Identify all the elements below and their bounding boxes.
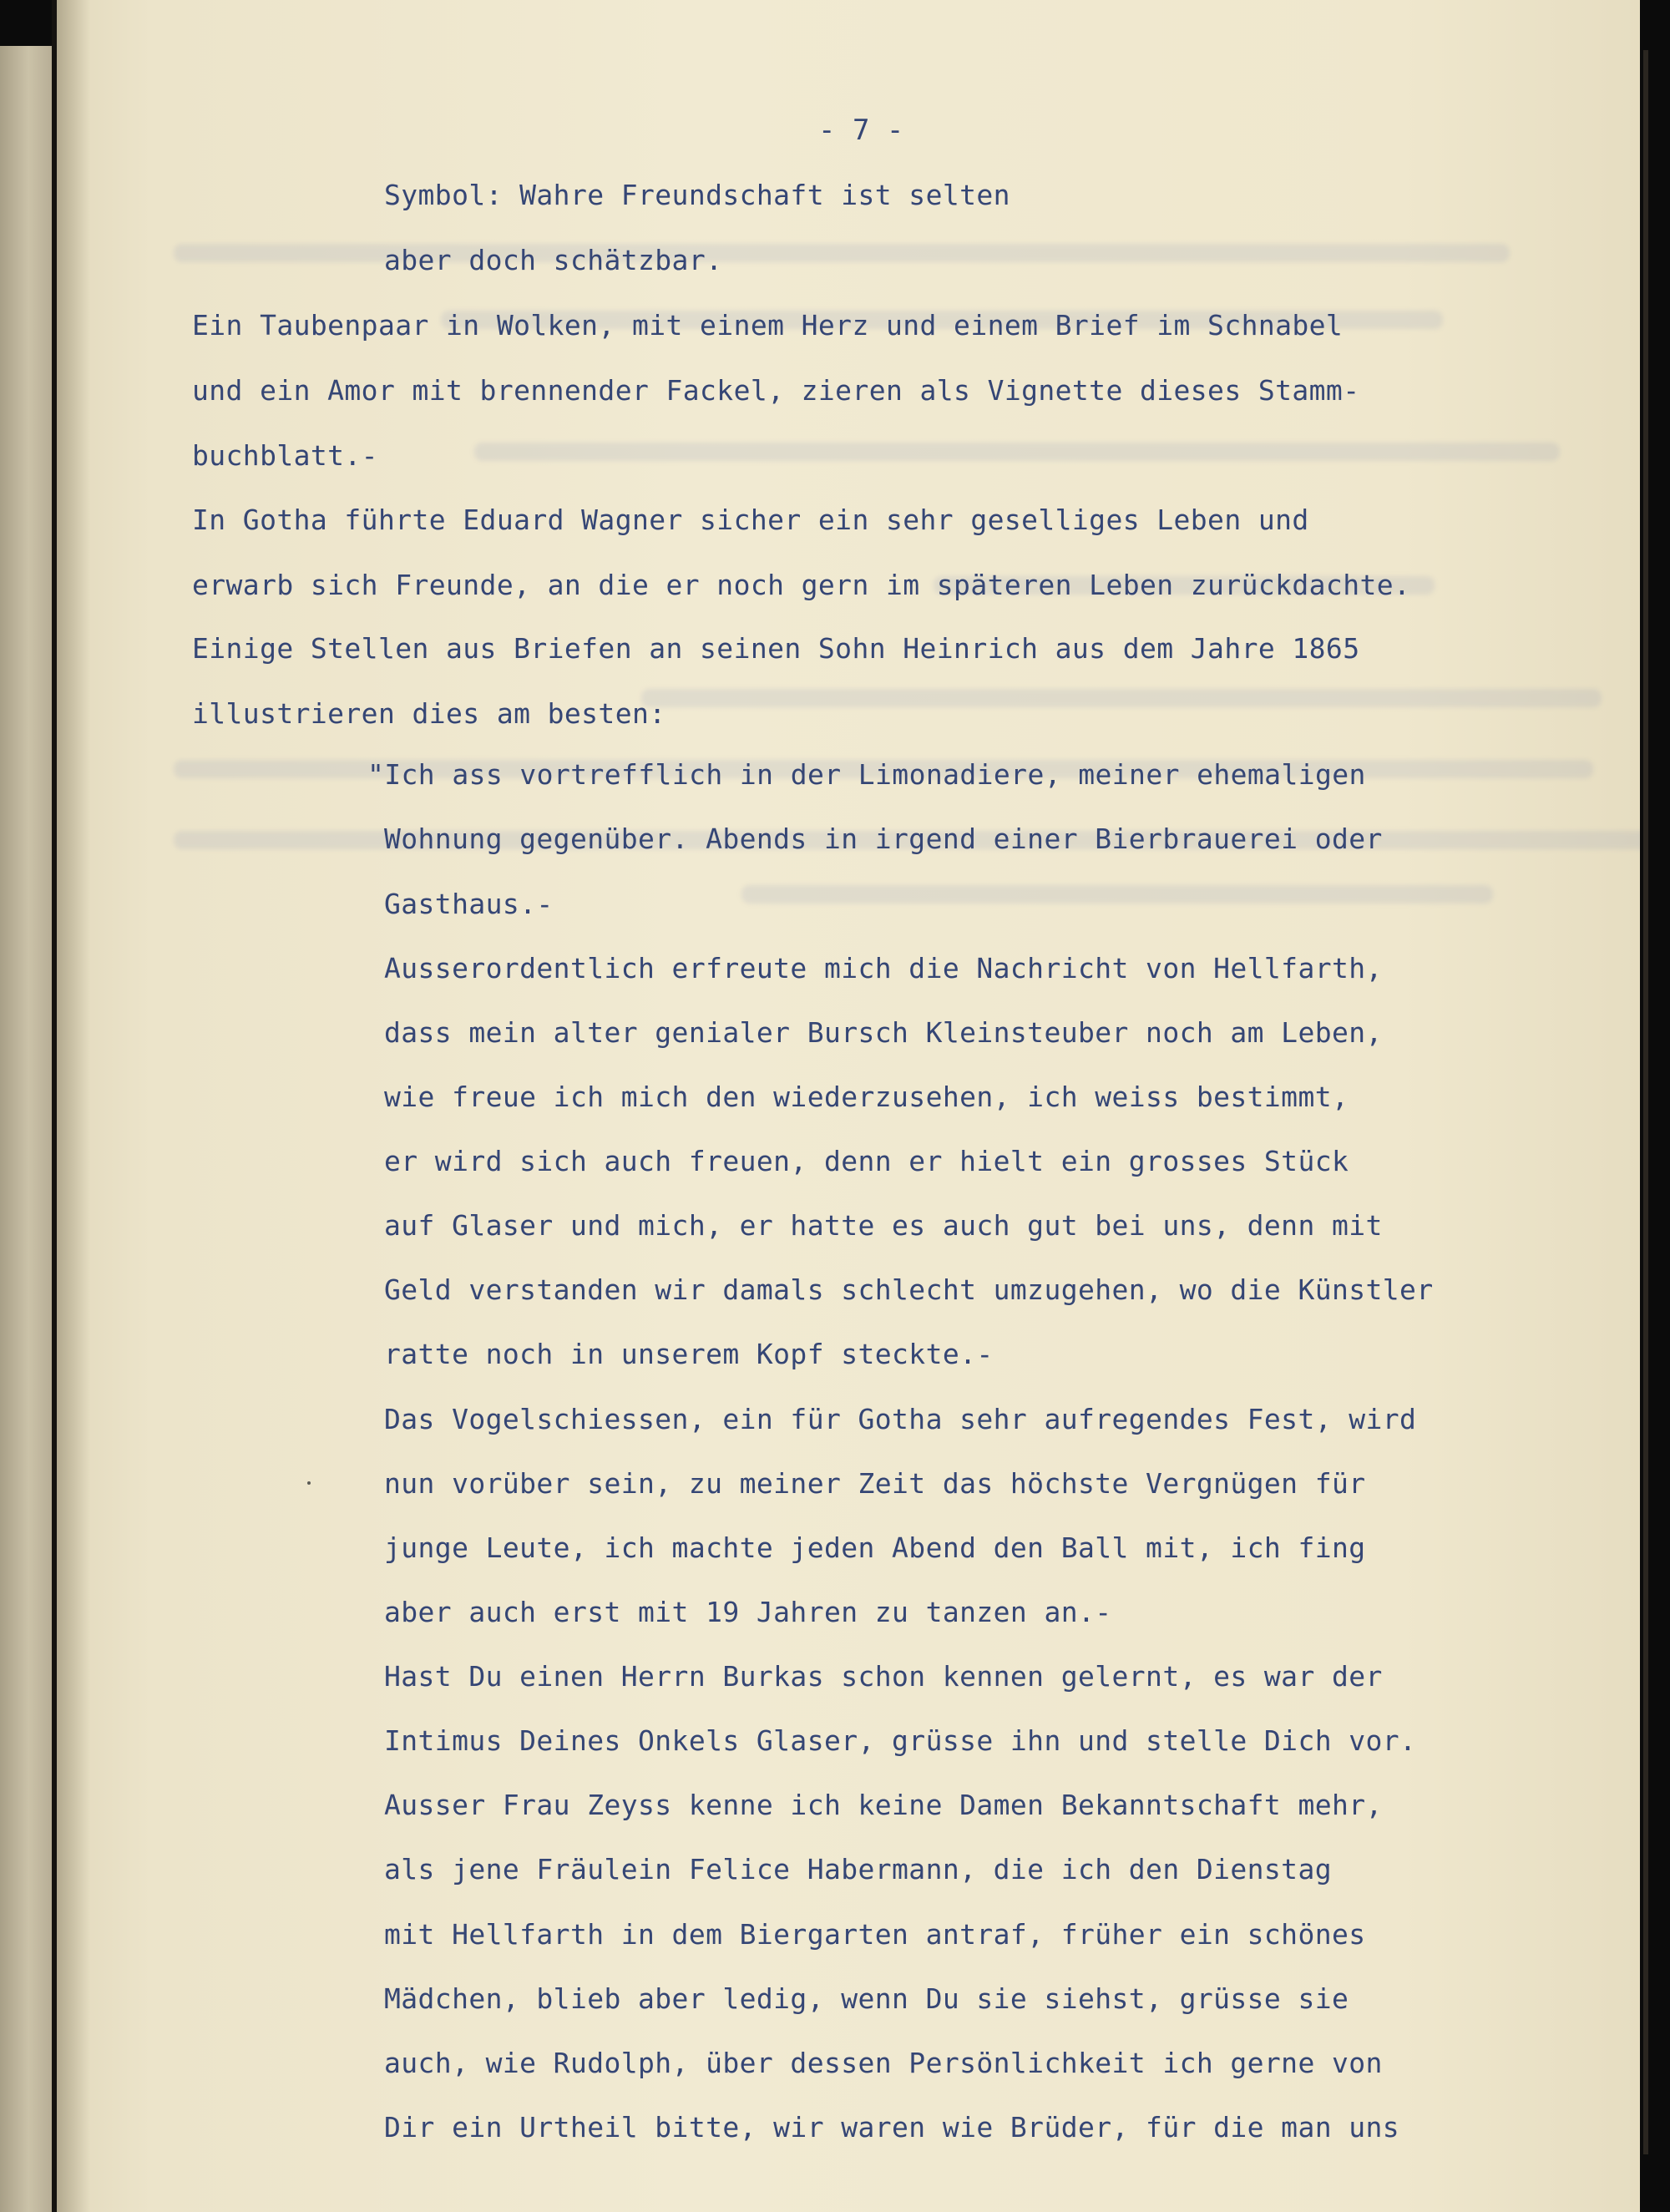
quote-line: "Ich ass vortrefflich in der Limonadiere, meiner ehemaligen <box>367 758 1366 791</box>
quote-line: nun vorüber sein, zu meiner Zeit das höchste Vergnügen für <box>384 1467 1366 1500</box>
body-line: illustrieren dies am besten: <box>192 697 666 730</box>
document-page <box>57 0 1640 2212</box>
quote-line: Dir ein Urtheil bitte, wir waren wie Brüder, für die man uns <box>384 2111 1400 2144</box>
quote-line: Gasthaus.- <box>384 888 554 920</box>
quote-line: aber auch erst mit 19 Jahren zu tanzen an.- <box>384 1596 1112 1628</box>
quote-line: ratte noch in unserem Kopf steckte.- <box>384 1338 994 1370</box>
quote-line: Wohnung gegenüber. Abends in irgend einer Bierbrauerei oder <box>384 823 1383 855</box>
ink-speck <box>307 1481 311 1485</box>
quote-line: Ausserordentlich erfreute mich die Nachricht von Hellfarth, <box>384 952 1383 985</box>
page-number: - 7 - <box>818 114 904 147</box>
body-line: Ein Taubenpaar in Wolken, mit einem Herz und einem Brief im Schnabel <box>192 309 1344 342</box>
symbol-line: Symbol: Wahre Freundschaft ist selten <box>384 179 1010 211</box>
symbol-line: aber doch schätzbar. <box>384 244 723 276</box>
quote-line: auf Glaser und mich, er hatte es auch gut bei uns, denn mit <box>384 1209 1383 1242</box>
quote-line: dass mein alter genialer Bursch Kleinsteuber noch am Leben, <box>384 1016 1383 1049</box>
body-line: In Gotha führte Eduard Wagner sicher ein sehr geselliges Leben und <box>192 504 1309 536</box>
body-line: buchblatt.- <box>192 439 378 472</box>
quote-line: als jene Fräulein Felice Habermann, die ich den Dienstag <box>384 1853 1332 1886</box>
body-line: und ein Amor mit brennender Fackel, zieren als Vignette dieses Stamm- <box>192 374 1360 407</box>
quote-line: Hast Du einen Herrn Burkas schon kennen gelernt, es war der <box>384 1660 1383 1693</box>
quote-line: Ausser Frau Zeyss kenne ich keine Damen Bekanntschaft mehr, <box>384 1789 1383 1821</box>
body-line: Einige Stellen aus Briefen an seinen Sohn Heinrich aus dem Jahre 1865 <box>192 632 1360 665</box>
quote-line: Geld verstanden wir damals schlecht umzugehen, wo die Künstler <box>384 1273 1434 1306</box>
next-page-edge <box>1643 50 1648 2154</box>
quote-line: junge Leute, ich machte jeden Abend den Ball mit, ich fing <box>384 1531 1366 1564</box>
quote-line: mit Hellfarth in dem Biergarten antraf, früher ein schönes <box>384 1918 1366 1951</box>
previous-page-edge <box>0 46 52 2212</box>
quote-line: Mädchen, blieb aber ledig, wenn Du sie siehst, grüsse sie <box>384 1982 1349 2015</box>
quote-line: wie freue ich mich den wiederzusehen, ich weiss bestimmt, <box>384 1081 1349 1113</box>
quote-line: Intimus Deines Onkels Glaser, grüsse ihn und stelle Dich vor. <box>384 1724 1417 1757</box>
quote-line: auch, wie Rudolph, über dessen Persönlichkeit ich gerne von <box>384 2047 1383 2079</box>
quote-line: er wird sich auch freuen, denn er hielt ein grosses Stück <box>384 1145 1349 1177</box>
quote-line: Das Vogelschiessen, ein für Gotha sehr aufregendes Fest, wird <box>384 1403 1417 1435</box>
body-line: erwarb sich Freunde, an die er noch gern im späteren Leben zurückdachte. <box>192 569 1411 601</box>
binding-shadow <box>57 0 90 2212</box>
